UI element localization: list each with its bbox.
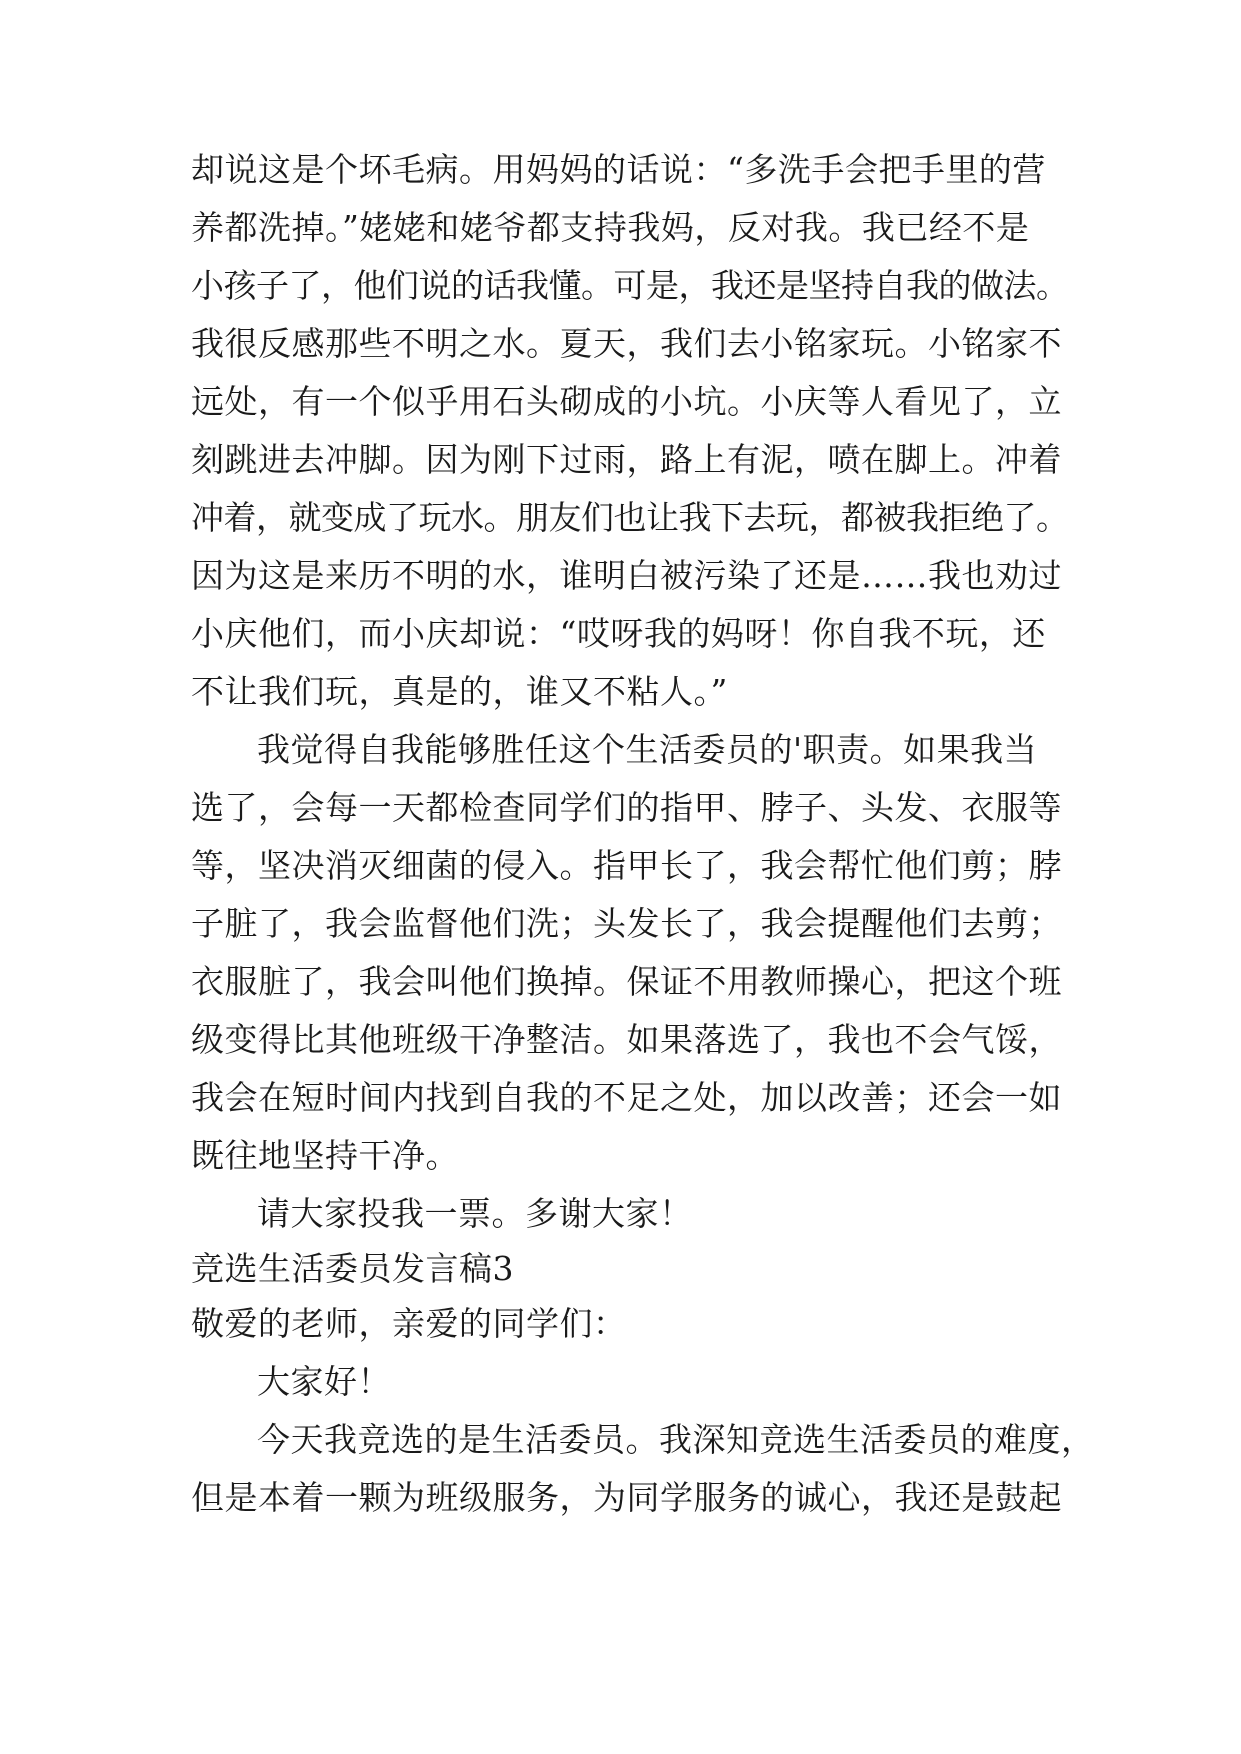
text-line: 既往地坚持干净。: [191, 1136, 459, 1175]
paragraph-1: [191, 141, 1069, 721]
text-line: 级变得比其他班级干净整洁。如果落选了，我也不会气馁，: [191, 1020, 1062, 1059]
text-line: 衣服脏了，我会叫他们换掉。保证不用教师操心，把这个班: [191, 962, 1062, 1001]
text-line: 养都洗掉。”姥姥和姥爷都支持我妈，反对我。我已经不是: [191, 208, 1030, 247]
text-line: 因为这是来历不明的水，谁明白被污染了还是……我也劝过: [191, 556, 1062, 595]
text-line: 远处，有一个似乎用石头砌成的小坑。小庆等人看见了，立: [191, 382, 1062, 421]
text-line: 我会在短时间内找到自我的不足之处，加以改善；还会一如: [191, 1078, 1062, 1117]
text-line: 不让我们玩，真是的，谁又不粘人。”: [191, 672, 728, 711]
text-line: 等，坚决消灭细菌的侵入。指甲长了，我会帮忙他们剪；脖: [191, 846, 1062, 885]
text-line: 刻跳进去冲脚。因为刚下过雨，路上有泥，喷在脚上。冲着: [191, 440, 1062, 479]
salutation: 敬爱的老师，亲爱的同学们：: [191, 1304, 627, 1343]
text-line: 今天我竞选的是生活委员。我深知竞选生活委员的难度，: [257, 1420, 1095, 1459]
paragraph-2: [191, 721, 1062, 1185]
section-title: 竞选生活委员发言稿3: [191, 1249, 514, 1288]
text-line: 我觉得自我能够胜任这个生活委员的'职责。如果我当: [257, 730, 1038, 769]
closing-line: 请大家投我一票。多谢大家！: [257, 1194, 693, 1233]
text-line: 却说这是个坏毛病。用妈妈的话说：“多洗手会把手里的营: [191, 150, 1046, 189]
document-body: [191, 141, 1095, 1527]
text-line: 选了，会每一天都检查同学们的指甲、脖子、头发、衣服等: [191, 788, 1062, 827]
text-line: 冲着，就变成了玩水。朋友们也让我下去玩，都被我拒绝了。: [191, 498, 1069, 537]
text-line: 我很反感那些不明之水。夏天，我们去小铭家玩。小铭家不: [191, 324, 1062, 363]
text-line: 小孩子了，他们说的话我懂。可是，我还是坚持自我的做法。: [191, 266, 1069, 305]
paragraph-3: [191, 1411, 1095, 1527]
text-line: 小庆他们，而小庆却说：“哎呀我的妈呀！你自我不玩，还: [191, 614, 1046, 653]
greeting: 大家好！: [257, 1362, 391, 1401]
text-line: 但是本着一颗为班级服务，为同学服务的诚心，我还是鼓起: [191, 1478, 1062, 1517]
text-line: 子脏了，我会监督他们洗；头发长了，我会提醒他们去剪；: [191, 904, 1062, 943]
